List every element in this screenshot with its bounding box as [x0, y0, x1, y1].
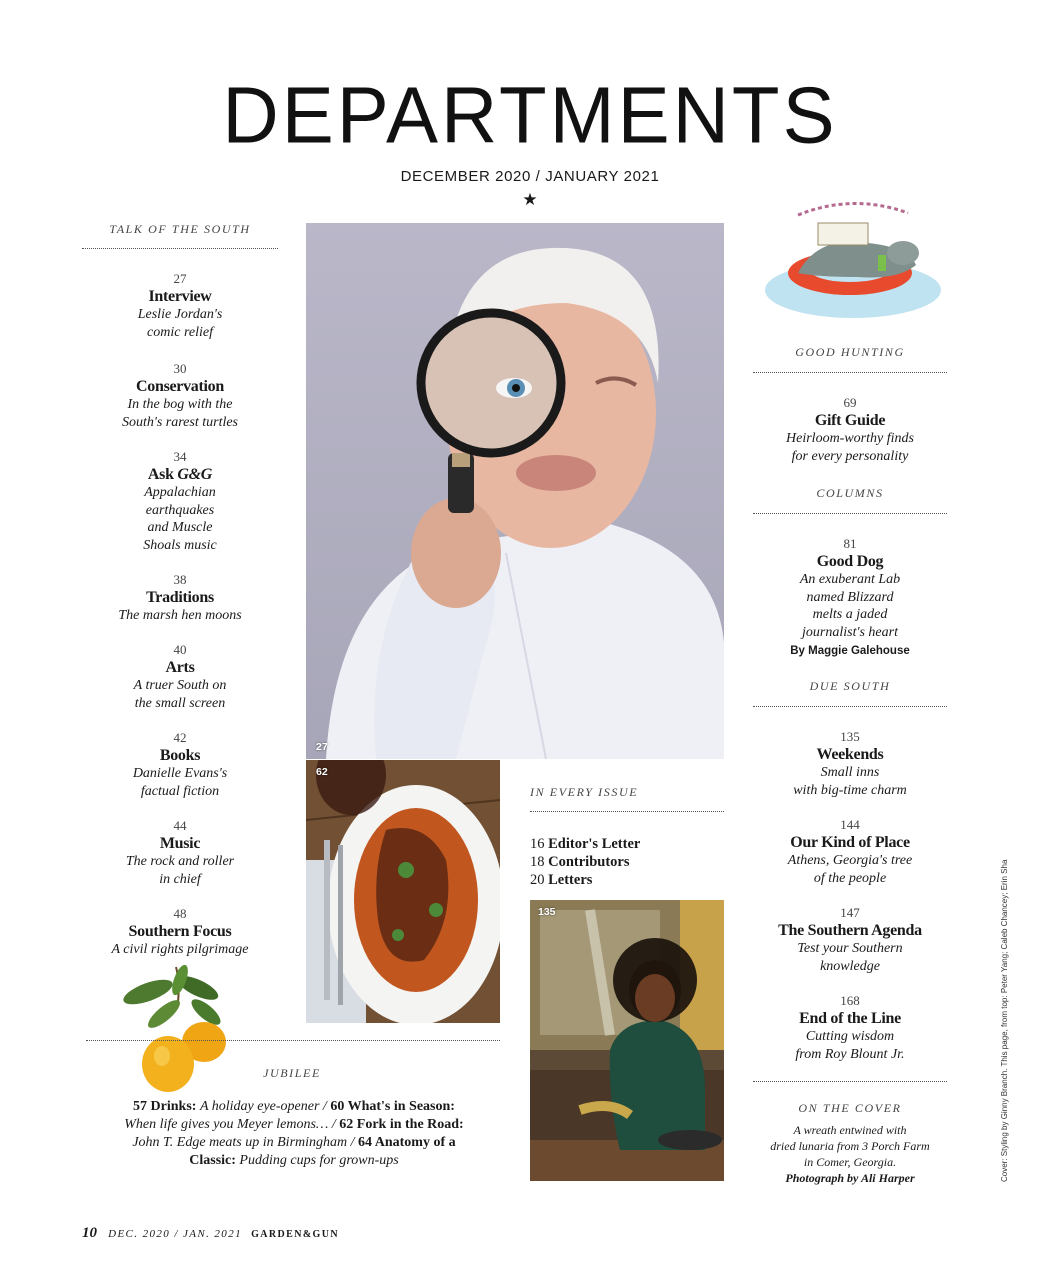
entry-desc: in chief: [159, 871, 201, 887]
photo-page-number: 62: [316, 766, 328, 778]
photo-food[interactable]: [306, 760, 500, 1023]
page-number: 42: [173, 730, 187, 745]
folio-page-number: 10: [82, 1225, 97, 1241]
section-label-good-hunting: GOOD HUNTING: [795, 345, 905, 359]
page-number: 40: [173, 642, 187, 657]
page-number: 135: [840, 729, 860, 744]
entry-desc: Cutting wisdom: [805, 1029, 895, 1044]
folio-magazine: GARDEN&GUN: [251, 1229, 339, 1240]
toc-entry-end-of-the-line[interactable]: [753, 993, 947, 1063]
section-label-in-every-issue: IN EVERY ISSUE: [530, 785, 639, 799]
photo-page-number: 135: [538, 906, 556, 918]
page-number: 69: [843, 395, 857, 410]
entry-desc: South's rarest turtles: [121, 414, 239, 430]
jubilee-list: [118, 1098, 470, 1170]
entry-title: Music: [159, 835, 201, 852]
item-title: Letters: [548, 872, 593, 888]
in-every-issue-list: [530, 835, 724, 889]
manatee-illustration: [758, 195, 943, 325]
item-title: Editor's Letter: [548, 836, 641, 852]
cover-line: dried lunaria from 3 Porch Farm: [770, 1139, 930, 1153]
entry-desc: melts a jaded: [812, 607, 888, 622]
photo-weekends[interactable]: [530, 900, 724, 1181]
entry-desc: for every personality: [791, 448, 909, 464]
entry-desc: of the people: [813, 870, 887, 886]
byline: By Maggie Galehouse: [790, 645, 910, 657]
folio-issue: DEC. 2020 / JAN. 2021: [108, 1228, 242, 1240]
folio: [82, 1222, 339, 1242]
section-label-on-the-cover: ON THE COVER: [798, 1101, 902, 1115]
entry-title-italic: G&G: [177, 466, 213, 483]
cover-photo-credit: Photograph by Ali Harper: [785, 1171, 915, 1185]
toc-entry-gift-guide[interactable]: [753, 395, 947, 465]
entry-desc: comic relief: [147, 324, 213, 340]
entry-desc: The rock and roller: [125, 854, 235, 869]
entry-desc: Test your Southern: [797, 941, 903, 956]
entry-desc: The marsh hen moons: [118, 608, 242, 623]
entry-title: The Southern Agenda: [778, 922, 922, 939]
toc-entry-southern-focus[interactable]: [82, 906, 278, 959]
entry-title: Interview: [148, 288, 212, 305]
page-number: 20: [530, 872, 545, 888]
entry-desc: named Blizzard: [806, 589, 894, 605]
page-number: 38: [173, 572, 187, 587]
list-item-editors-letter[interactable]: [530, 835, 724, 853]
entry-desc: A civil rights pilgrimage: [111, 942, 249, 957]
divider: [753, 513, 947, 514]
photo-weekends-art: [530, 900, 724, 1181]
toc-entry-our-kind-of-place[interactable]: [753, 817, 947, 905]
page-number: 27: [173, 271, 187, 286]
entry-desc: In the bog with the: [127, 397, 233, 412]
photo-credits: Cover: Styling by Ginny Branch. This page, from top: Peter Yang; Caleb Chancey; Erin Sha: [1000, 859, 1009, 1182]
entry-desc: the small screen: [134, 695, 226, 711]
divider: [753, 1081, 947, 1082]
entry-title: Books: [159, 747, 201, 764]
item-desc: A holiday eye-opener /: [199, 1099, 331, 1114]
divider: [753, 372, 947, 373]
section-label-due-south: DUE SOUTH: [809, 679, 891, 693]
entry-desc: knowledge: [820, 958, 880, 974]
entry-desc: Shoals music: [143, 537, 217, 553]
entry-desc: An exuberant Lab: [799, 572, 901, 587]
jubilee-item-drinks[interactable]: [133, 1099, 330, 1114]
page-number: 81: [843, 536, 857, 551]
entry-title: Traditions: [146, 589, 214, 606]
item-desc: Pudding cups for grown-ups: [239, 1153, 399, 1168]
entry-title: End of the Line: [799, 1010, 901, 1027]
photo-interview[interactable]: [306, 223, 724, 759]
entry-desc: earthquakes: [145, 502, 215, 518]
section-label-jubilee: JUBILEE: [263, 1066, 321, 1080]
talk-of-the-south-list: [82, 271, 278, 959]
toc-entry-books[interactable]: [82, 730, 278, 818]
divider: [86, 1040, 500, 1041]
list-item-contributors[interactable]: [530, 853, 724, 871]
entry-title: Our Kind of Place: [790, 834, 910, 851]
entry-desc: Small inns: [820, 765, 880, 780]
photo-page-number: 27: [316, 741, 328, 753]
photo-food-art: [306, 760, 500, 1023]
entry-title: [82, 465, 278, 484]
entry-title: Gift Guide: [814, 412, 886, 429]
entry-desc: A truer South on: [133, 678, 227, 693]
on-the-cover-text: [753, 1122, 947, 1186]
entry-desc: and Muscle: [147, 520, 213, 535]
entry-desc: Athens, Georgia's tree: [787, 853, 913, 868]
toc-entry-ask-gg[interactable]: [82, 449, 278, 572]
entry-desc: factual fiction: [140, 783, 220, 799]
entry-title: Weekends: [816, 746, 884, 763]
entry-title: Southern Focus: [128, 923, 232, 940]
item-title: 60 What's in Season:: [330, 1099, 455, 1114]
cover-line: in Comer, Georgia.: [803, 1155, 897, 1169]
entry-desc: with big-time charm: [793, 782, 907, 798]
lemon-illustration: [118, 962, 233, 1097]
cover-line: A wreath entwined with: [793, 1123, 907, 1137]
page-number: 48: [173, 906, 187, 921]
entry-desc: Danielle Evans's: [132, 766, 228, 781]
entry-desc: Appalachian: [144, 485, 216, 500]
divider: [753, 706, 947, 707]
entry-desc: Leslie Jordan's: [137, 307, 223, 322]
entry-title: Good Dog: [816, 553, 884, 570]
issue-date: DECEMBER 2020 / JANUARY 2021: [400, 168, 660, 185]
page-number: 16: [530, 836, 545, 852]
toc-entry-weekends[interactable]: [753, 729, 947, 817]
toc-entry-conservation[interactable]: [82, 361, 278, 449]
toc-entry-traditions[interactable]: [82, 572, 278, 642]
toc-entry-interview[interactable]: [82, 271, 278, 361]
toc-entry-music[interactable]: [82, 818, 278, 906]
item-title: Contributors: [548, 854, 630, 870]
page-number: 30: [173, 361, 187, 376]
page-number: 144: [840, 817, 860, 832]
list-item-letters[interactable]: [530, 871, 724, 889]
divider: [530, 811, 724, 812]
toc-entry-arts[interactable]: [82, 642, 278, 730]
toc-entry-good-dog[interactable]: [753, 536, 947, 659]
section-label-columns: COLUMNS: [816, 486, 884, 500]
page-number: 44: [173, 818, 187, 833]
entry-desc: from Roy Blount Jr.: [795, 1046, 905, 1062]
due-south-list: [753, 729, 947, 1063]
item-title: 57 Drinks:: [133, 1099, 200, 1114]
entry-desc: journalist's heart: [802, 624, 898, 640]
divider: [82, 248, 278, 249]
entry-desc: Heirloom-worthy finds: [786, 431, 914, 446]
page-number: 147: [840, 905, 860, 920]
item-title: 62 Fork in the Road:: [339, 1117, 464, 1132]
star-icon: ★: [522, 190, 538, 210]
item-desc: When life gives you Meyer lemons… /: [124, 1117, 340, 1132]
photo-interview-art: [306, 223, 724, 759]
entry-title: Arts: [165, 659, 195, 676]
page-number: 18: [530, 854, 545, 870]
entry-title: Conservation: [136, 378, 224, 395]
section-label-talk-of-the-south: TALK OF THE SOUTH: [109, 222, 251, 236]
toc-entry-southern-agenda[interactable]: [753, 905, 947, 993]
item-desc: John T. Edge meats up in Birmingham /: [132, 1135, 359, 1150]
page-title: DEPARTMENTS: [222, 70, 838, 160]
page-number: 34: [173, 449, 187, 464]
entry-title-prefix: Ask: [147, 466, 178, 483]
item-title: 64 Anatomy of a Classic:: [189, 1135, 456, 1168]
page-number: 168: [840, 993, 860, 1008]
